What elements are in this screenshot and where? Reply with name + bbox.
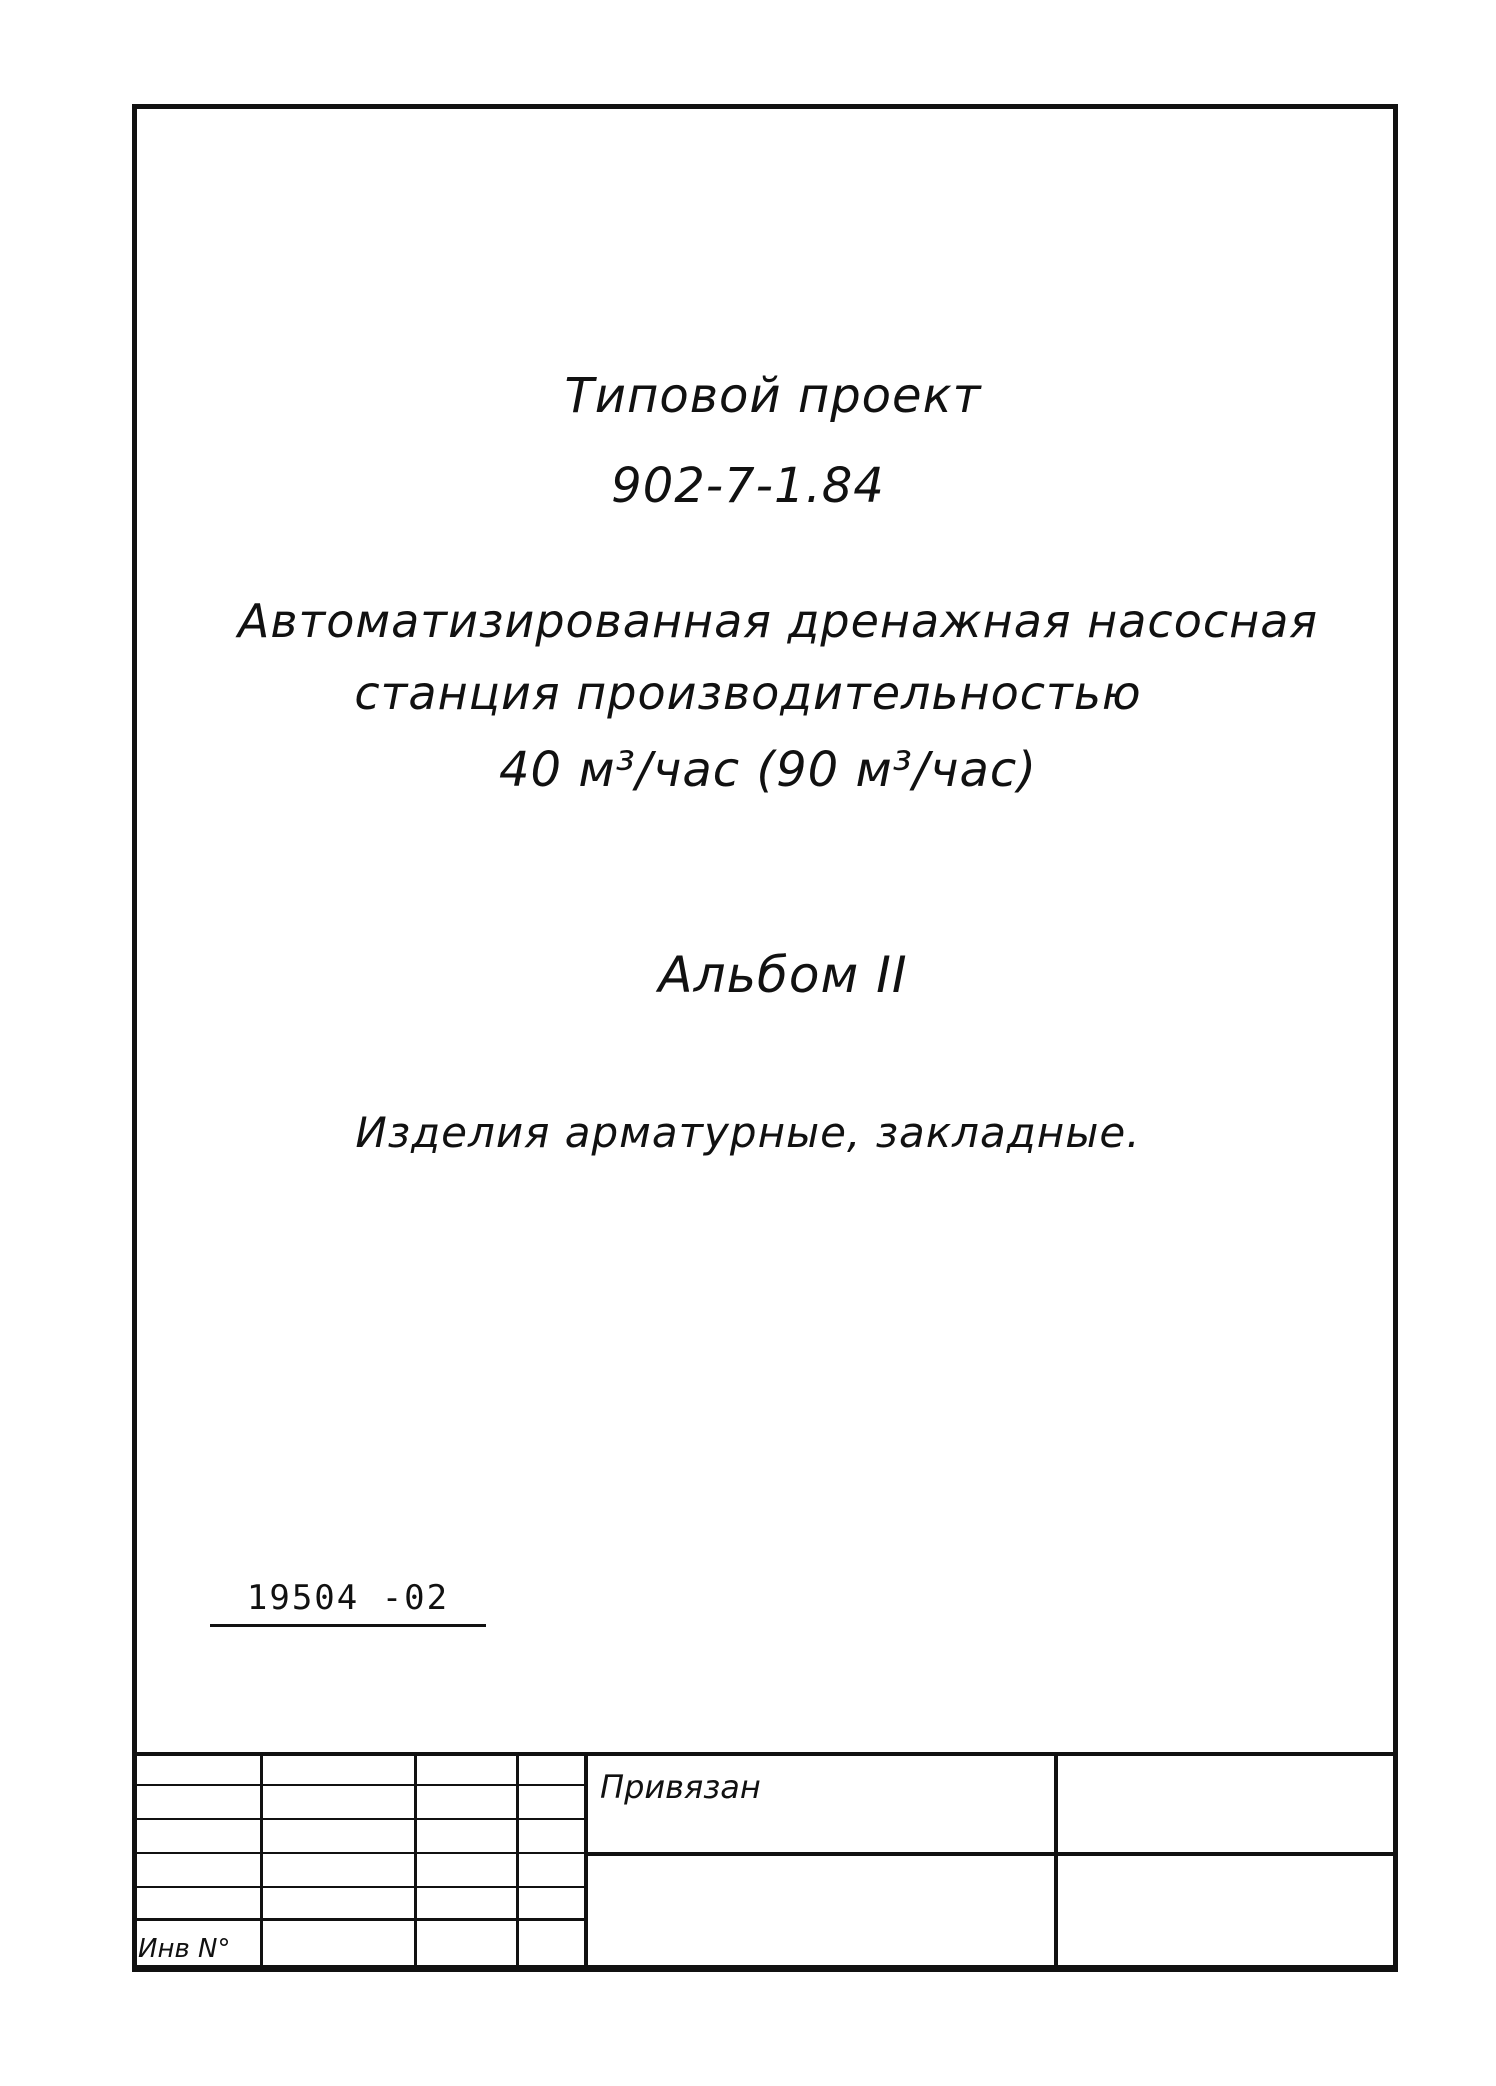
stamp-line — [132, 1918, 586, 1921]
stamp-line — [586, 1852, 1398, 1856]
stamp-line — [132, 1818, 586, 1820]
archive-code: 19504 -02 — [210, 1578, 486, 1627]
privyazan-label: Привязан — [600, 1768, 761, 1806]
inventory-number-label: Инв N° — [138, 1934, 231, 1964]
heading: Типовой проект — [564, 368, 982, 424]
stamp-line — [132, 1886, 586, 1888]
description-line-2: станция производительностью — [354, 666, 1142, 720]
stamp-line — [1054, 1752, 1058, 1970]
album-title: Альбом II — [658, 946, 908, 1004]
stamp-line — [132, 1852, 586, 1854]
description-line-3: 40 м³/час (90 м³/час) — [499, 742, 1037, 798]
stamp-line — [132, 1784, 586, 1786]
album-contents: Изделия арматурные, закладные. — [355, 1108, 1141, 1157]
project-number: 902-7-1.84 — [611, 458, 885, 514]
description-line-1: Автоматизированная дренажная насосная — [237, 594, 1319, 648]
stamp-line — [132, 1752, 1398, 1756]
